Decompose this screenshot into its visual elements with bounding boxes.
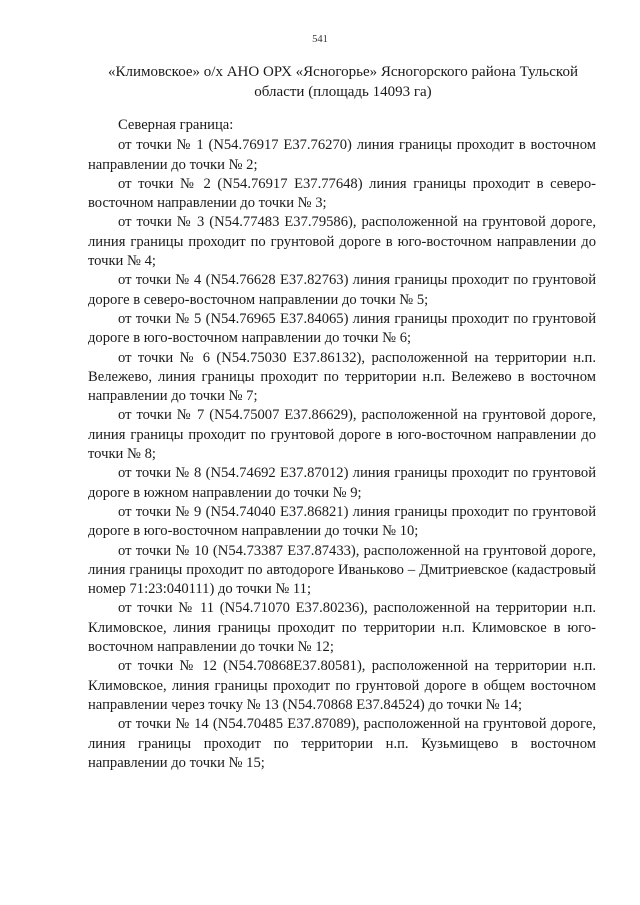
boundary-paragraph: от точки № 4 (N54.76628 E37.82763) линия границы проходит по грунтовой дороге в северо-восточном направлении до точки № 5; [88,272,596,308]
boundary-paragraph: от точки № 12 (N54.70868E37.80581), расположенной на территории н.п. Климовское, линия границы проходит по грунтовой дороге в общем восточном направлении через точку № 13 (N54.70868 E37.84524) до точки № 14; [88,658,596,713]
boundary-paragraph: от точки № 7 (N54.75007 E37.86629), расположенной на грунтовой дороге, линия границы проходит по грунтовой дороге в юго-восточном направлении до точки № 8; [88,407,596,463]
boundary-paragraph: от точки № 6 (N54.75030 E37.86132), расположенной на территории н.п. Вележево, линия границы проходит по территории н.п. Вележево в восточном направлении до точки № 7; [88,349,596,405]
boundary-paragraph: от точки № 5 (N54.76965 E37.84065) линия границы проходит по грунтовой дороге в юго-восточном направлении до точки № 6; [88,310,596,347]
document-body [88,116,596,773]
boundary-paragraph: от точки № 1 (N54.76917 E37.76270) линия границы проходит в восточном направлении до точки № 2; [88,137,596,173]
section-heading: Северная граница: [118,117,234,133]
boundary-paragraph: от точки № 11 (N54.71070 E37.80236), расположенной на территории н.п. Климовское, линия границы проходит по территории н.п. Климовское в юго-восточном направлении до точки № 12; [88,600,596,656]
boundary-paragraph: от точки № 2 (N54.76917 E37.77648) линия границы проходит в северо-восточном направлении до точки № 3; [88,175,596,212]
boundary-paragraph: от точки № 10 (N54.73387 E37.87433), расположенной на грунтовой дороге, линия границы проходит по автодороге Иваньково – Дмитриевское (кадастровый номер 71:23:040111) до точки № 11; [88,542,596,598]
boundary-paragraph: от точки № 14 (N54.70485 E37.87089), расположенной на грунтовой дороге, линия границы проходит по территории н.п. Кузьмищево в восточном направлении до точки № 15; [88,716,596,771]
boundary-paragraph: от точки № 8 (N54.74692 E37.87012) линия границы проходит по грунтовой дороге в южном направлении до точки № 9; [88,465,596,501]
document-title: «Климовское» о/х АНО ОРХ «Ясногорье» Ясногорского района Тульской области (площадь 14093 га) [108,64,578,100]
boundary-paragraph: от точки № 9 (N54.74040 E37.86821) линия границы проходит по грунтовой дороге в юго-восточном направлении до точки № 10; [88,503,596,540]
boundary-paragraph: от точки № 3 (N54.77483 E37.79586), расположенной на грунтовой дороге, линия границы проходит по грунтовой дороге в юго-восточном направлении до точки № 4; [88,214,596,270]
page-number: 541 [312,34,328,45]
